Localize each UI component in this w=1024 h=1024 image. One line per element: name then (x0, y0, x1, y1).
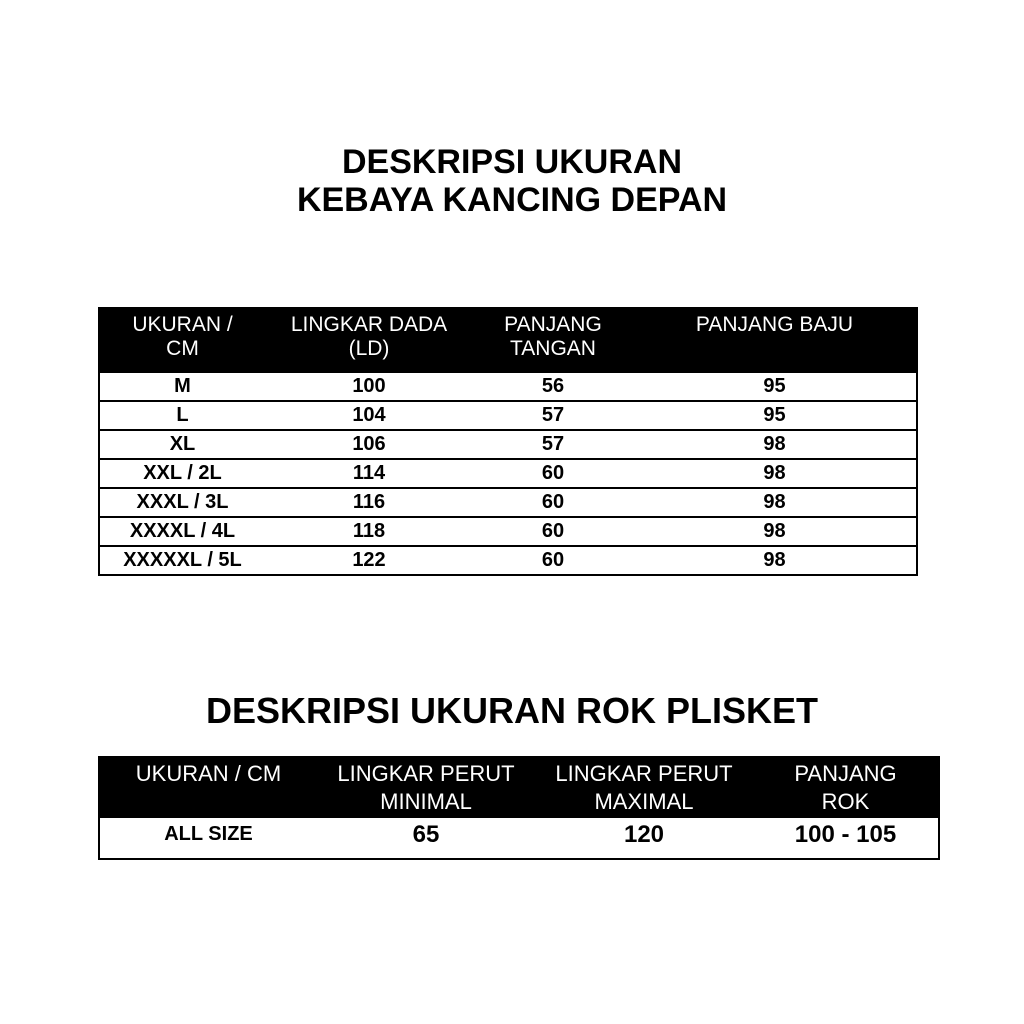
kebaya-table-header-row (99, 308, 917, 372)
cell-panjang-baju: 98 (633, 430, 917, 459)
cell-size: M (99, 372, 265, 401)
cell-size: XXL / 2L (99, 459, 265, 488)
cell-lingkar-perut-minimal: 65 (412, 821, 440, 848)
cell-lingkar-perut-maximal: 120 (623, 821, 665, 848)
cell-panjang-tangan: 56 (473, 372, 633, 401)
cell-lingkar-dada: 114 (265, 459, 473, 488)
cell-lingkar-dada: 118 (265, 517, 473, 546)
header-lingkar-dada: LINGKAR DADA (LD) (265, 308, 473, 372)
kebaya-size-table (98, 307, 918, 576)
kebaya-title-line-1: DESKRIPSI UKURAN (341, 143, 683, 181)
cell-panjang-rok: 100 - 105 (794, 821, 897, 848)
cell-size: L (99, 401, 265, 430)
table-row (99, 546, 917, 575)
cell-lingkar-dada: 116 (265, 488, 473, 517)
cell-lingkar-dada: 122 (265, 546, 473, 575)
kebaya-title-line-2: KEBAYA KANCING DEPAN (296, 181, 728, 219)
header-ukuran: UKURAN / CM (99, 757, 317, 818)
cell-lingkar-dada: 104 (265, 401, 473, 430)
cell-panjang-baju: 98 (633, 488, 917, 517)
cell-size: XL (99, 430, 265, 459)
cell-lingkar-dada: 100 (265, 372, 473, 401)
cell-panjang-baju: 95 (633, 372, 917, 401)
cell-panjang-baju: 98 (633, 517, 917, 546)
cell-size: XXXXXL / 5L (99, 546, 265, 575)
header-panjang-baju: PANJANG BAJU (633, 308, 917, 372)
table-row (99, 372, 917, 401)
cell-panjang-tangan: 60 (473, 546, 633, 575)
cell-size: XXXXL / 4L (99, 517, 265, 546)
table-row (99, 517, 917, 546)
cell-panjang-tangan: 57 (473, 430, 633, 459)
table-row (99, 459, 917, 488)
kebaya-size-title (0, 143, 1024, 219)
cell-panjang-tangan: 60 (473, 459, 633, 488)
cell-panjang-tangan: 60 (473, 517, 633, 546)
cell-lingkar-dada: 106 (265, 430, 473, 459)
cell-panjang-baju: 98 (633, 459, 917, 488)
cell-panjang-tangan: 60 (473, 488, 633, 517)
table-row (99, 401, 917, 430)
table-row (99, 430, 917, 459)
cell-panjang-baju: 98 (633, 546, 917, 575)
cell-size: ALL SIZE (164, 823, 253, 845)
cell-panjang-tangan: 57 (473, 401, 633, 430)
table-row (99, 488, 917, 517)
table-row (99, 818, 939, 859)
header-ukuran: UKURAN / CM (99, 308, 265, 372)
cell-panjang-baju: 95 (633, 401, 917, 430)
rok-table-header-row (99, 757, 939, 818)
header-panjang-tangan: PANJANG TANGAN (473, 308, 633, 372)
header-panjang-rok: PANJANG ROK (753, 757, 939, 818)
rok-size-table (98, 756, 940, 860)
header-lingkar-perut-minimal: LINGKAR PERUT MINIMAL (317, 757, 535, 818)
cell-size: XXXL / 3L (99, 488, 265, 517)
header-lingkar-perut-maximal: LINGKAR PERUT MAXIMAL (535, 757, 753, 818)
rok-size-title: DESKRIPSI UKURAN ROK PLISKET (205, 690, 819, 731)
